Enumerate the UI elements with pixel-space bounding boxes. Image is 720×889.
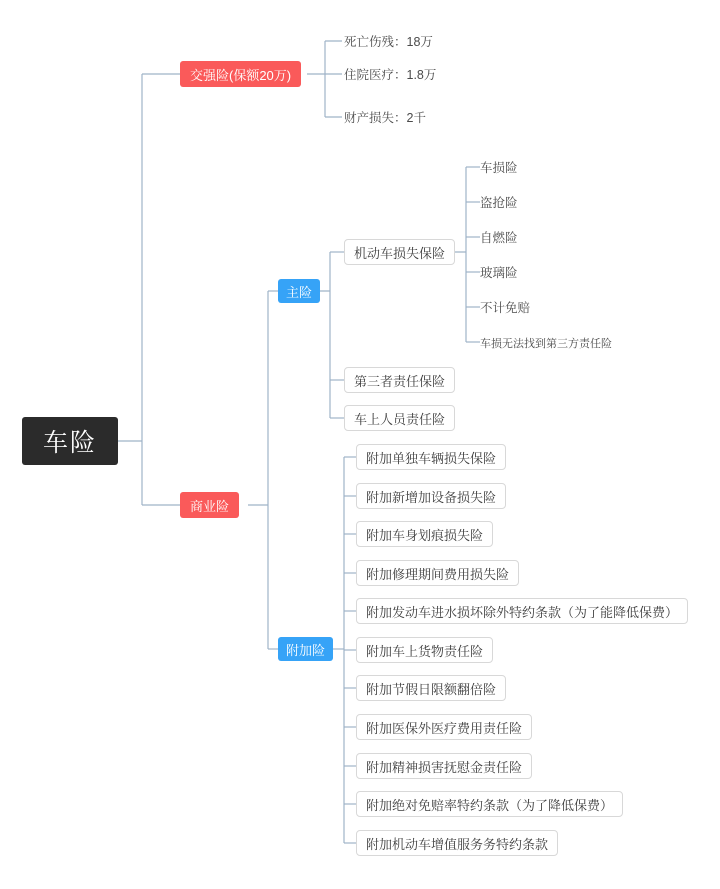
leaf-sunshi-5[interactable]: 不计免赔: [480, 301, 531, 315]
node-disanzhe[interactable]: 第三者责任保险: [344, 367, 455, 393]
leaf-jiaoqiang-3[interactable]: 财产损失：2千: [344, 111, 426, 125]
leaf-fujia-7[interactable]: 附加节假日限额翻倍险: [356, 675, 506, 701]
leaf-fujia-6[interactable]: 附加车上货物责任险: [356, 637, 493, 663]
leaf-fujia-2[interactable]: 附加新增加设备损失险: [356, 483, 506, 509]
node-shangyexian[interactable]: 商业险: [180, 492, 239, 518]
leaf-sunshi-4[interactable]: 玻璃险: [480, 266, 518, 280]
leaf-fujia-9[interactable]: 附加精神损害抚慰金责任险: [356, 753, 532, 779]
leaf-fujia-10[interactable]: 附加绝对免赔率特约条款（为了降低保费）: [356, 791, 623, 817]
node-jidongche-sunshi[interactable]: 机动车损失保险: [344, 239, 455, 265]
leaf-fujia-5[interactable]: 附加发动车进水损坏除外特约条款（为了能降低保费）: [356, 598, 688, 624]
leaf-sunshi-1[interactable]: 车损险: [480, 161, 518, 175]
leaf-sunshi-3[interactable]: 自燃险: [480, 231, 518, 245]
leaf-fujia-1[interactable]: 附加单独车辆损失保险: [356, 444, 506, 470]
leaf-fujia-8[interactable]: 附加医保外医疗费用责任险: [356, 714, 532, 740]
leaf-fujia-4[interactable]: 附加修理期间费用损失险: [356, 560, 519, 586]
node-zhuxian[interactable]: 主险: [278, 279, 320, 303]
leaf-jiaoqiang-2[interactable]: 住院医疗：1.8万: [344, 68, 437, 82]
node-jiaoqiangxian[interactable]: 交强险(保额20万): [180, 61, 301, 87]
leaf-fujia-3[interactable]: 附加车身划痕损失险: [356, 521, 493, 547]
node-cheshang-renyuan[interactable]: 车上人员责任险: [344, 405, 455, 431]
node-fujiaxian[interactable]: 附加险: [278, 637, 333, 661]
root-node[interactable]: 车险: [22, 417, 118, 465]
leaf-fujia-11[interactable]: 附加机动车增值服务务特约条款: [356, 830, 558, 856]
leaf-sunshi-6[interactable]: 车损无法找到第三方责任险: [480, 338, 612, 350]
leaf-sunshi-2[interactable]: 盗抢险: [480, 196, 518, 210]
leaf-jiaoqiang-1[interactable]: 死亡伤残：18万: [344, 35, 433, 49]
